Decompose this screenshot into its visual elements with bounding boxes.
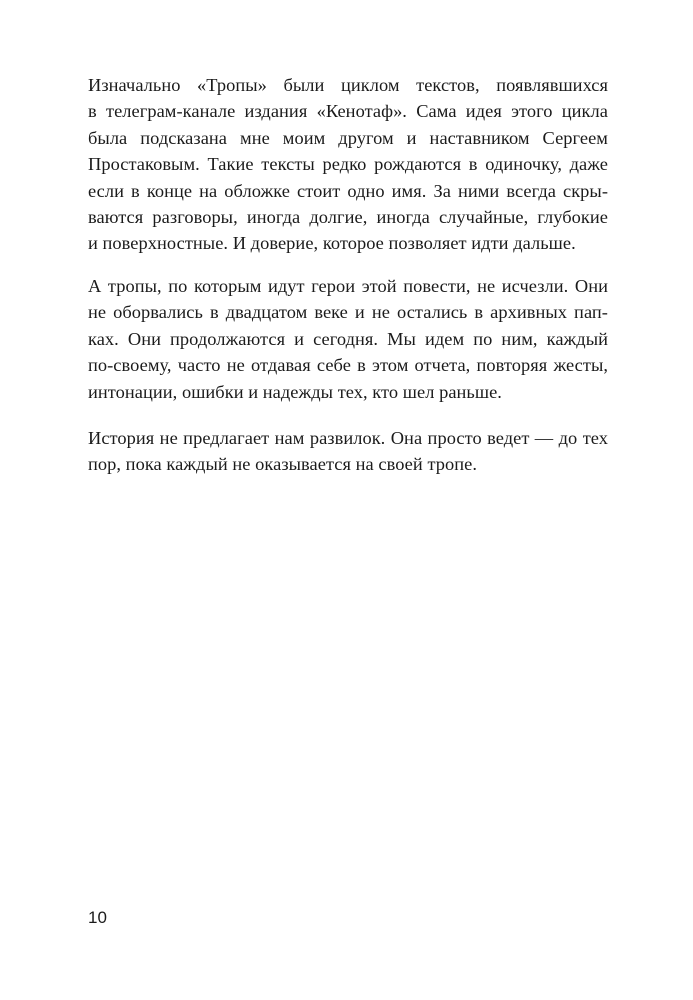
text-line: пор, пока каждый не оказывается на своей тропе. <box>88 454 477 475</box>
text-line: в телеграм-канале издания «Кенотаф». Сама идея этого цикла <box>88 101 608 122</box>
text-line: и поверхностные. И доверие, которое позволяет идти дальше. <box>88 233 576 254</box>
text-line: не оборвались в двадцатом веке и не остались в архивных пап- <box>88 302 608 323</box>
text-line: История не предлагает нам развилок. Она просто ведет — до тех <box>88 428 608 448</box>
page-number: 10 <box>88 908 107 927</box>
text-line: если в конце на обложке стоит одно имя. За ними всегда скры- <box>88 180 608 201</box>
text-line: Простаковым. Такие тексты редко рождаются в одиночку, даже <box>88 154 608 175</box>
text-line: по-своему, часто не отдавая себе в этом отчета, повторяя жесты, <box>88 355 608 376</box>
text-line: ках. Они продолжаются и сегодня. Мы идем по ним, каждый <box>88 328 608 349</box>
paragraph-intro <box>88 72 608 257</box>
text-line: А тропы, по которым идут герои этой повести, не исчезли. Они <box>88 276 608 296</box>
text-line: была подсказана мне моим другом и наставником Сергеем <box>88 127 608 148</box>
paragraph-history <box>88 425 608 478</box>
text-line: Изначально «Тропы» были циклом текстов, появлявшихся <box>88 75 608 95</box>
paragraph-paths <box>88 273 608 405</box>
text-line: ваются разговоры, иногда долгие, иногда случайные, глубокие <box>88 207 608 228</box>
text-line: интонации, ошибки и надежды тех, кто шел раньше. <box>88 381 502 402</box>
